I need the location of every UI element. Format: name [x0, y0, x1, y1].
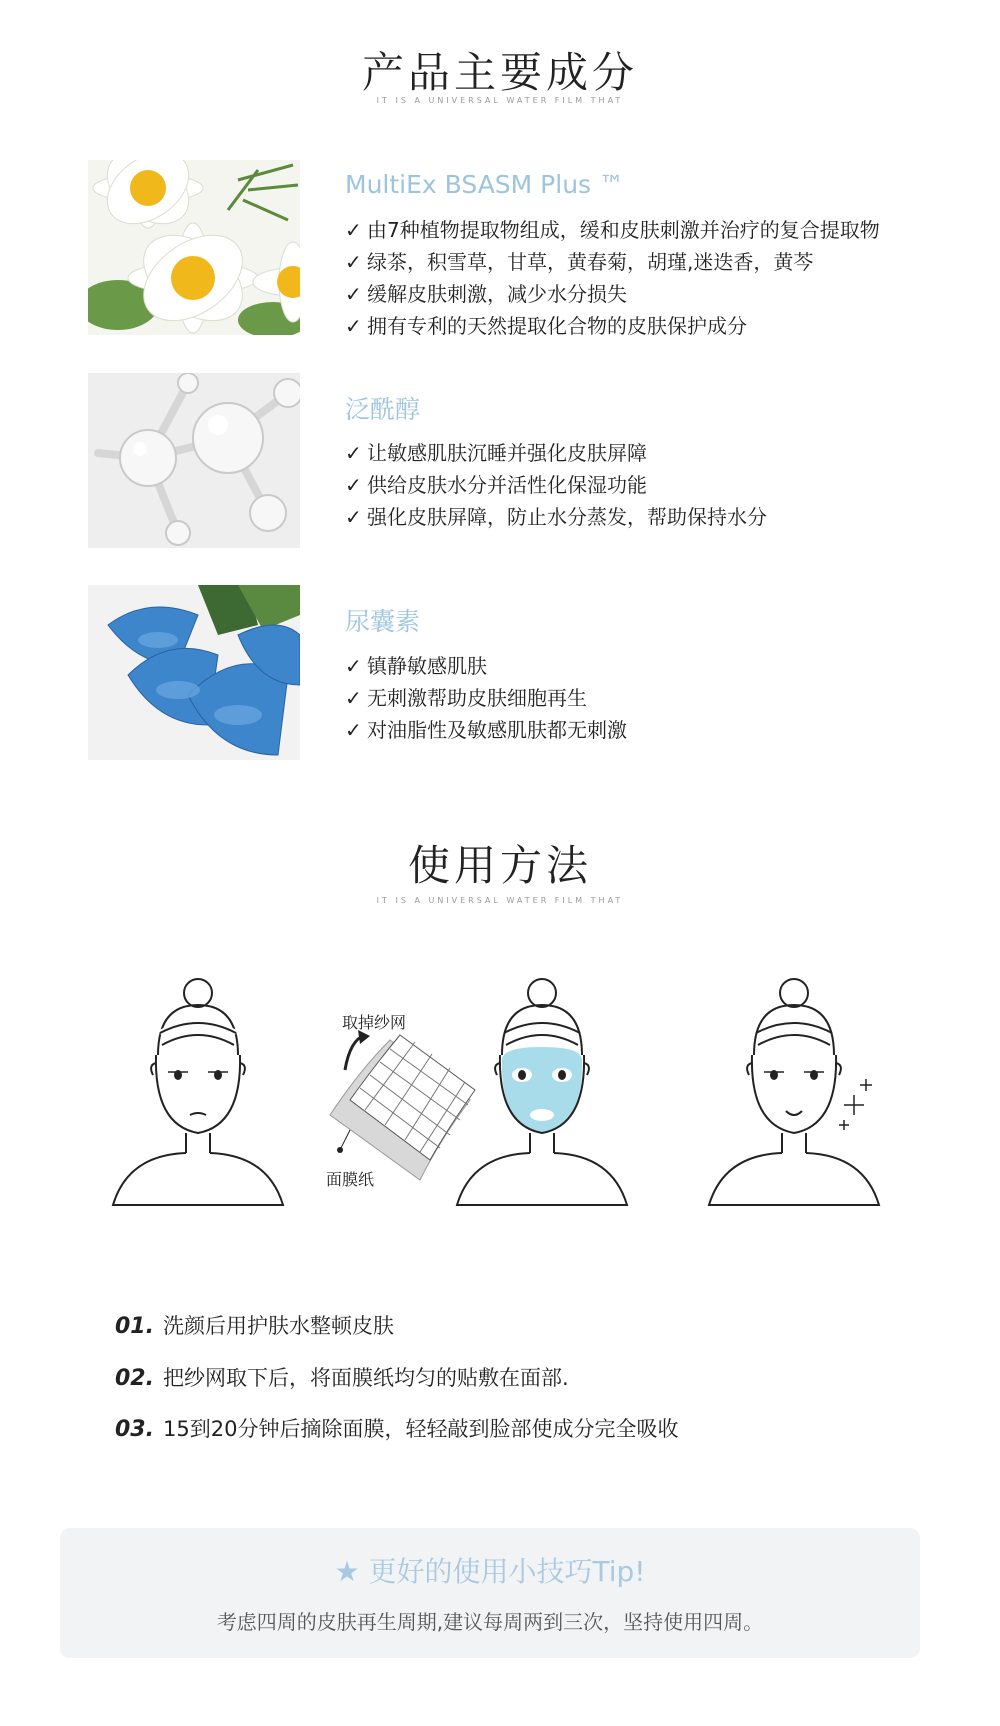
ingredients-title: 产品主要成分	[361, 48, 638, 97]
ingredients-subtitle: IT IS A UNIVERSAL WATER FILM THAT	[376, 96, 624, 105]
check-icon: ✓	[345, 282, 362, 306]
check-icon: ✓	[345, 218, 362, 242]
list-item: ✓ 缓解皮肤刺激，减少水分损失	[345, 278, 880, 310]
list-item: ✓ 绿茶，积雪草，甘草，黄春菊，胡瑾,迷迭香，黄芩	[345, 246, 880, 278]
blue-flower-image	[88, 585, 300, 760]
list-item: ✓ 对油脂性及敏感肌肤都无刺激	[345, 714, 627, 746]
ingredient-name-panthenol: 泛酰醇	[345, 395, 421, 424]
mask-paper-label: 面膜纸	[326, 1170, 375, 1189]
face-after-icon	[704, 975, 884, 1215]
list-item: ✓ 无刺激帮助皮肤细胞再生	[345, 682, 627, 714]
ingredient-points-panthenol	[345, 437, 767, 533]
chamomile-image	[88, 160, 300, 335]
check-icon: ✓	[345, 505, 362, 529]
list-item: ✓ 让敏感肌肤沉睡并强化皮肤屏障	[345, 437, 767, 469]
ingredient-name-allantoin: 尿囊素	[345, 607, 421, 636]
usage-step-2: 02. 把纱网取下后，将面膜纸均匀的贴敷在面部.	[115, 1366, 569, 1391]
tip-title: ★ 更好的使用小技巧Tip!	[334, 1555, 646, 1588]
check-icon: ✓	[345, 473, 362, 497]
tip-text: 考虑四周的皮肤再生周期,建议每周两到三次，坚持使用四周。	[216, 1610, 764, 1634]
list-item: ✓ 强化皮肤屏障，防止水分蒸发，帮助保持水分	[345, 501, 767, 533]
face-with-mask-icon	[452, 975, 632, 1215]
usage-step-3: 03. 15到20分钟后摘除面膜，轻轻敲到脸部使成分完全吸收	[115, 1417, 679, 1442]
usage-title: 使用方法	[407, 841, 592, 890]
usage-step-1: 01. 洗颜后用护肤水整顿皮肤	[115, 1314, 394, 1339]
tip-box	[60, 1528, 920, 1658]
usage-subtitle: IT IS A UNIVERSAL WATER FILM THAT	[376, 896, 624, 905]
ingredient-name-multiex: MultiEx BSASM Plus ™	[345, 170, 625, 199]
check-icon: ✓	[345, 718, 362, 742]
check-icon: ✓	[345, 314, 362, 338]
check-icon: ✓	[345, 654, 362, 678]
list-item: ✓ 拥有专利的天然提取化合物的皮肤保护成分	[345, 310, 880, 342]
list-item: ✓ 由7种植物提取物组成，缓和皮肤刺激并治疗的复合提取物	[345, 214, 880, 246]
face-before-icon	[108, 975, 288, 1215]
check-icon: ✓	[345, 250, 362, 274]
list-item: ✓ 镇静敏感肌肤	[345, 650, 627, 682]
ingredient-points-multiex	[345, 214, 880, 342]
ingredient-points-allantoin	[345, 650, 627, 746]
check-icon: ✓	[345, 441, 362, 465]
remove-mesh-label: 取掉纱网	[342, 1013, 407, 1032]
list-item: ✓ 供给皮肤水分并活性化保湿功能	[345, 469, 767, 501]
molecule-image	[88, 373, 300, 548]
check-icon: ✓	[345, 686, 362, 710]
